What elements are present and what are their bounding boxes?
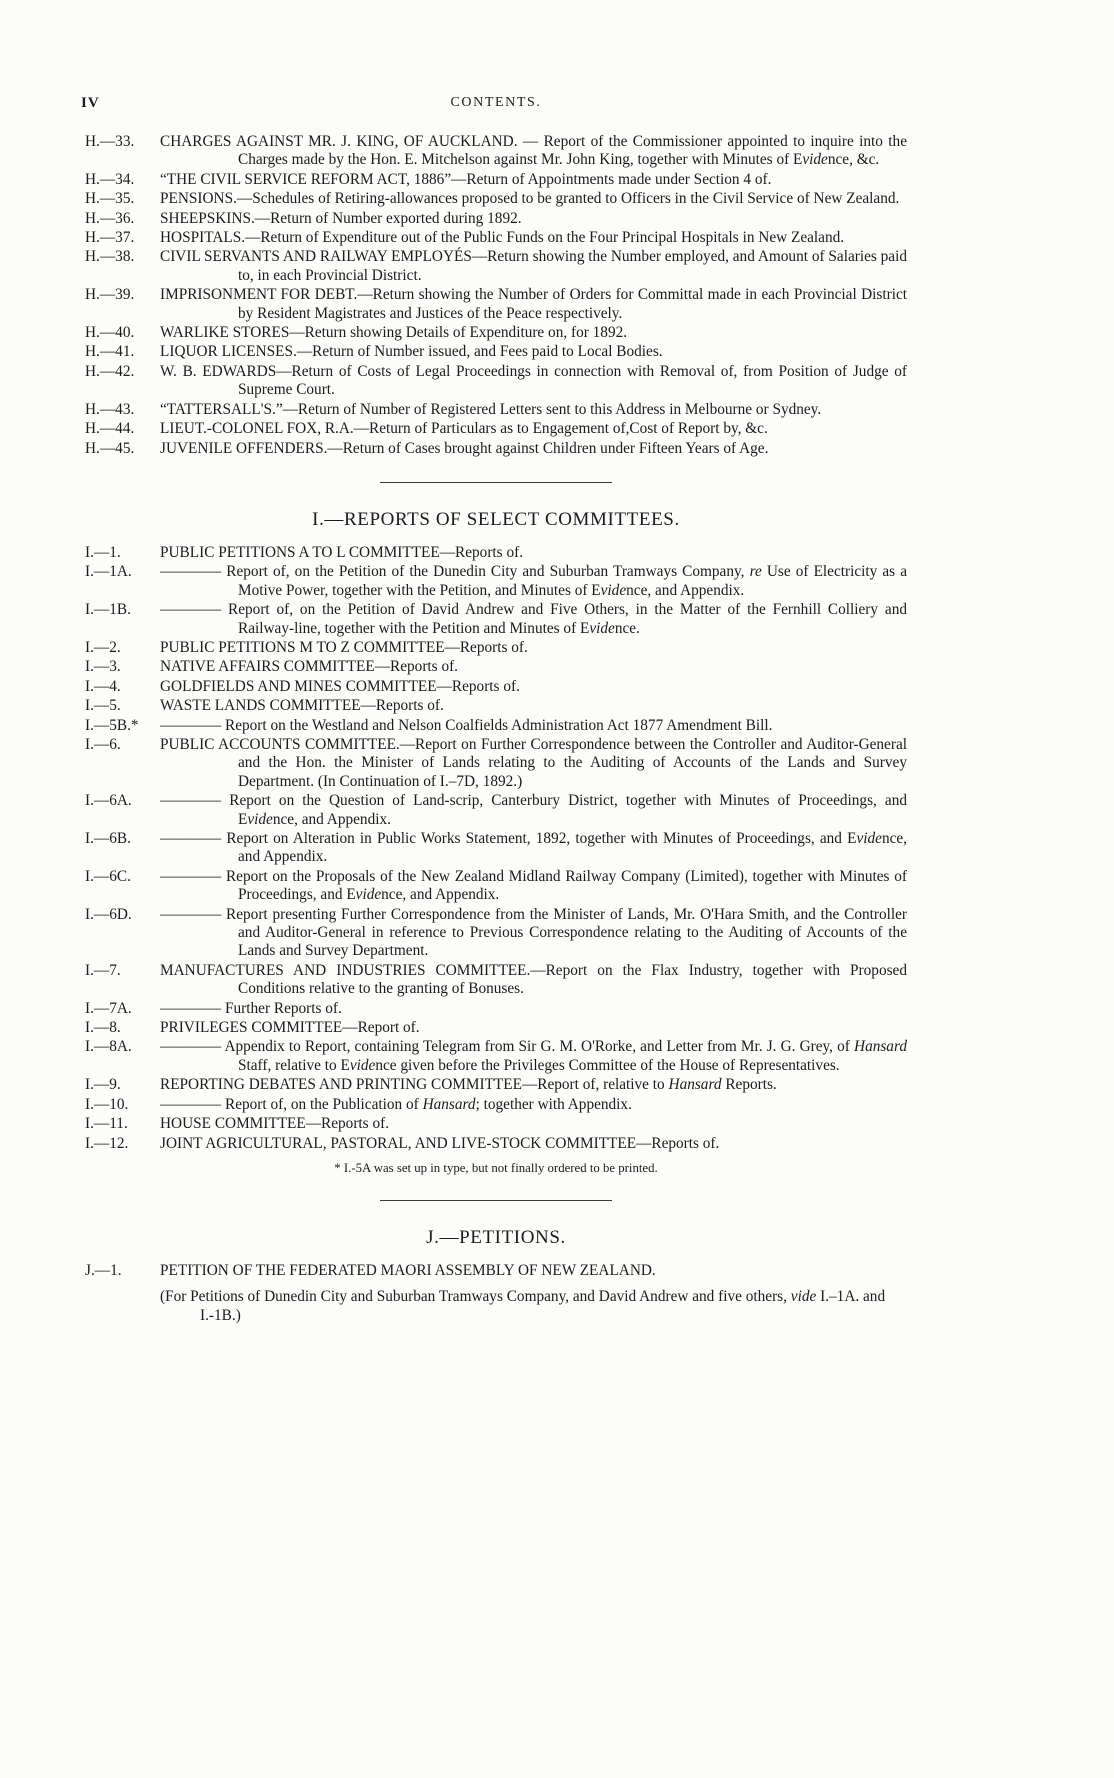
entry-text: ———— Report on the Question of Land-scrip, Canterbury District, together with Minutes of Proceedings, and Evidence, and Appendix.: [160, 792, 907, 828]
entry-id: H.—43.: [85, 400, 135, 418]
entry-text: LIEUT.-COLONEL FOX, R.A.—Return of Particulars as to Engagement of,Cost of Report by, &c.: [160, 420, 768, 438]
entry-id: I.—5B.*: [85, 716, 139, 734]
section-heading: J.—PETITIONS.: [426, 1226, 566, 1248]
entry-text: ———— Report presenting Further Correspondence from the Minister of Lands, Mr. O'Hara Smith, and the Controller and Auditor-General in reference to Previous Correspondence relating to the Auditing of Accounts of the Lands and Survey Department.: [160, 905, 907, 960]
entry-id: I.—8.: [85, 1019, 121, 1037]
entry-text: HOUSE COMMITTEE—Reports of.: [160, 1115, 390, 1133]
entry-list: [85, 544, 907, 1153]
entry-text: ———— Further Reports of.: [160, 999, 342, 1017]
toc-entry: [85, 678, 907, 696]
entry-id: I.—6.: [85, 735, 121, 753]
entry-text: PRIVILEGES COMMITTEE—Report of.: [160, 1019, 420, 1037]
toc-entry: [85, 1115, 907, 1133]
entry-id: H.—34.: [85, 170, 135, 188]
toc-entry: [85, 343, 907, 361]
entry-text: PUBLIC PETITIONS A TO L COMMITTEE—Reports of.: [160, 543, 524, 561]
entry-id: H.—39.: [85, 286, 135, 304]
page-title: CONTENTS.: [450, 95, 542, 110]
entry-id: I.—6B.: [85, 830, 131, 847]
entry-id: I.—6D.: [85, 905, 132, 923]
entry-id: H.—45.: [85, 439, 135, 457]
entry-id: I.—1B.: [85, 601, 131, 619]
section-divider: [380, 482, 612, 483]
entry-id: I.—6A.: [85, 792, 132, 810]
toc-entry: [85, 717, 907, 735]
toc-entry: [85, 868, 907, 905]
toc-entry: [85, 286, 907, 323]
entry-text: JOINT AGRICULTURAL, PASTORAL, AND LIVE-STOCK COMMITTEE—Reports of.: [160, 1134, 720, 1152]
entry-id: H.—38.: [85, 248, 135, 266]
toc-entry: [85, 190, 907, 208]
entry-text: REPORTING DEBATES AND PRINTING COMMITTEE—Report of, relative to Hansard Reports.: [160, 1076, 777, 1094]
entry-text: NATIVE AFFAIRS COMMITTEE—Reports of.: [160, 658, 459, 676]
entry-id: H.—35.: [85, 190, 135, 208]
entry-id: I.—11.: [85, 1115, 128, 1133]
toc-entry: [85, 601, 907, 638]
toc-entry: [85, 171, 907, 189]
entry-id: H.—33.: [85, 133, 135, 150]
entry-text: “THE CIVIL SERVICE REFORM ACT, 1886”—Return of Appointments made under Section 4 of.: [160, 170, 772, 188]
entry-id: I.—12.: [85, 1134, 129, 1152]
entry-text: SHEEPSKINS.—Return of Number exported during 1892.: [160, 209, 522, 227]
entry-text: ———— Report on the Westland and Nelson Coalfields Administration Act 1877 Amendment Bill.: [160, 716, 773, 734]
entry-text: IMPRISONMENT FOR DEBT.—Return showing the Number of Orders for Committal made in each Provincial District by Resident Magistrates and Justices of the Peace respectively.: [160, 286, 907, 322]
entry-id: I.—1A.: [85, 563, 132, 581]
entry-id: H.—37.: [85, 229, 135, 247]
toc-entry: [85, 563, 907, 600]
entry-id: I.—2.: [85, 638, 121, 656]
entry-id: H.—41.: [85, 343, 135, 361]
entry-id: I.—7A.: [85, 999, 132, 1017]
toc-entry: [85, 1038, 907, 1075]
toc-entry: [85, 324, 907, 342]
entry-id: I.—6C.: [85, 867, 131, 885]
toc-entry: [85, 420, 907, 438]
toc-entry: [85, 736, 907, 791]
section-footnote: * I.-5A was set up in type, but not finally ordered to be printed.: [334, 1160, 658, 1175]
toc-entry: [85, 363, 907, 400]
entry-list: [85, 133, 907, 458]
entry-text: WARLIKE STORES—Return showing Details of Expenditure on, for 1892.: [160, 324, 628, 342]
entry-text: ———— Report of, on the Petition of David Andrew and Five Others, in the Matter of the Fernhill Colliery and Railway-line, together with the Petition and Minutes of Evidence.: [160, 601, 907, 637]
entry-id: I.—3.: [85, 658, 121, 676]
entry-text: PUBLIC ACCOUNTS COMMITTEE.—Report on Further Correspondence between the Controller and Auditor-General and the Hon. the Minister of Lands relating to the Auditing of Accounts of the Lands and Survey Department. (In Continuation of I.–7D, 1892.): [160, 735, 907, 790]
entry-text: “TATTERSALL'S.”—Return of Number of Registered Letters sent to this Address in Melbourne or Sydney.: [160, 400, 822, 418]
toc-entry: [85, 440, 907, 458]
toc-entry: [85, 697, 907, 715]
entry-text: HOSPITALS.—Return of Expenditure out of the Public Funds on the Four Principal Hospitals in New Zealand.: [160, 229, 845, 247]
toc-entry: [85, 792, 907, 829]
entry-text: PETITION OF THE FEDERATED MAORI ASSEMBLY OF NEW ZEALAND.: [160, 1261, 656, 1279]
entry-text: ———— Report on Alteration in Public Works Statement, 1892, together with Minutes of Proceedings, and Evidence, and Appendix.: [160, 830, 907, 866]
toc-entry: [85, 1135, 907, 1153]
toc-entry: [85, 1000, 907, 1018]
toc-entry: [85, 1096, 907, 1114]
toc-entry: [85, 906, 907, 961]
toc-entry: [85, 962, 907, 999]
entry-id: I.—7.: [85, 961, 121, 979]
page-number: IV: [81, 95, 100, 111]
entry-id: I.—1.: [85, 543, 121, 561]
entry-text: WASTE LANDS COMMITTEE—Reports of.: [160, 697, 444, 715]
entry-text: ———— Report of, on the Petition of the Dunedin City and Suburban Tramways Company, re Use of Electricity as a Motive Power, together with the Petition, and Minutes of Evidence, and Appendix.: [160, 563, 907, 599]
entry-id: H.—42.: [85, 362, 135, 380]
entry-id: I.—4.: [85, 677, 121, 695]
toc-entry: [85, 544, 907, 562]
toc-entry: [85, 248, 907, 285]
toc-entry: [85, 210, 907, 228]
entry-list: [85, 1262, 907, 1280]
section-divider: [380, 1200, 612, 1201]
entry-text: GOLDFIELDS AND MINES COMMITTEE—Reports of.: [160, 677, 520, 695]
entry-id: I.—5.: [85, 697, 121, 715]
entry-id: I.—8A.: [85, 1038, 132, 1056]
contents-sections: [85, 133, 907, 1325]
entry-text: PUBLIC PETITIONS M TO Z COMMITTEE—Reports of.: [160, 638, 528, 656]
entry-text: ———— Report of, on the Publication of Hansard; together with Appendix.: [160, 1095, 632, 1113]
toc-entry: [85, 133, 907, 170]
toc-entry: [85, 1262, 907, 1280]
entry-text: CIVIL SERVANTS AND RAILWAY EMPLOYÉS—Return showing the Number employed, and Amount of Salaries paid to, in each Provincial District.: [160, 248, 907, 284]
toc-entry: [85, 830, 907, 867]
entry-text: W. B. EDWARDS—Return of Costs of Legal Proceedings in connection with Removal of, from Position of Judge of Supreme Court.: [160, 362, 907, 399]
entry-id: I.—9.: [85, 1076, 121, 1094]
entry-text: CHARGES AGAINST MR. J. KING, OF AUCKLAND. — Report of the Commissioner appointed to inquire into the Charges made by the Hon. E. Mitchelson against Mr. John King, together with Minutes of Evidence, &c.: [160, 133, 907, 169]
section-note: (For Petitions of Dunedin City and Suburban Tramways Company, and David Andrew and five others, vide I.–1A. and I.-1B.): [160, 1288, 886, 1324]
toc-entry: [85, 1019, 907, 1037]
entry-id: H.—44.: [85, 420, 135, 438]
toc-entry: [85, 658, 907, 676]
toc-entry: [85, 639, 907, 657]
entry-id: H.—36.: [85, 209, 135, 227]
entry-id: J.—1.: [85, 1261, 122, 1279]
page-header: [81, 95, 907, 113]
entry-text: LIQUOR LICENSES.—Return of Number issued, and Fees paid to Local Bodies.: [160, 343, 663, 361]
toc-entry: [85, 229, 907, 247]
entry-id: H.—40.: [85, 324, 135, 342]
toc-entry: [85, 401, 907, 419]
entry-text: MANUFACTURES AND INDUSTRIES COMMITTEE.—Report on the Flax Industry, together with Proposed Conditions relative to the granting of Bonuses.: [160, 961, 907, 998]
entry-id: I.—10.: [85, 1095, 129, 1113]
entry-text: PENSIONS.—Schedules of Retiring-allowances proposed to be granted to Officers in the Civil Service of New Zealand.: [160, 190, 900, 208]
toc-entry: [85, 1076, 907, 1094]
entry-text: JUVENILE OFFENDERS.—Return of Cases brought against Children under Fifteen Years of Age.: [160, 439, 769, 457]
entry-text: ———— Report on the Proposals of the New Zealand Midland Railway Company (Limited), together with Minutes of Proceedings, and Evidence, and Appendix.: [160, 867, 907, 904]
section-heading: I.—REPORTS OF SELECT COMMITTEES.: [312, 508, 680, 530]
page-content: [81, 0, 907, 1325]
entry-text: ———— Appendix to Report, containing Telegram from Sir G. M. O'Rorke, and Letter from Mr. J. G. Grey, of Hansard Staff, relative to Evidence given before the Privileges Committee of the House of Representatives.: [160, 1038, 907, 1074]
